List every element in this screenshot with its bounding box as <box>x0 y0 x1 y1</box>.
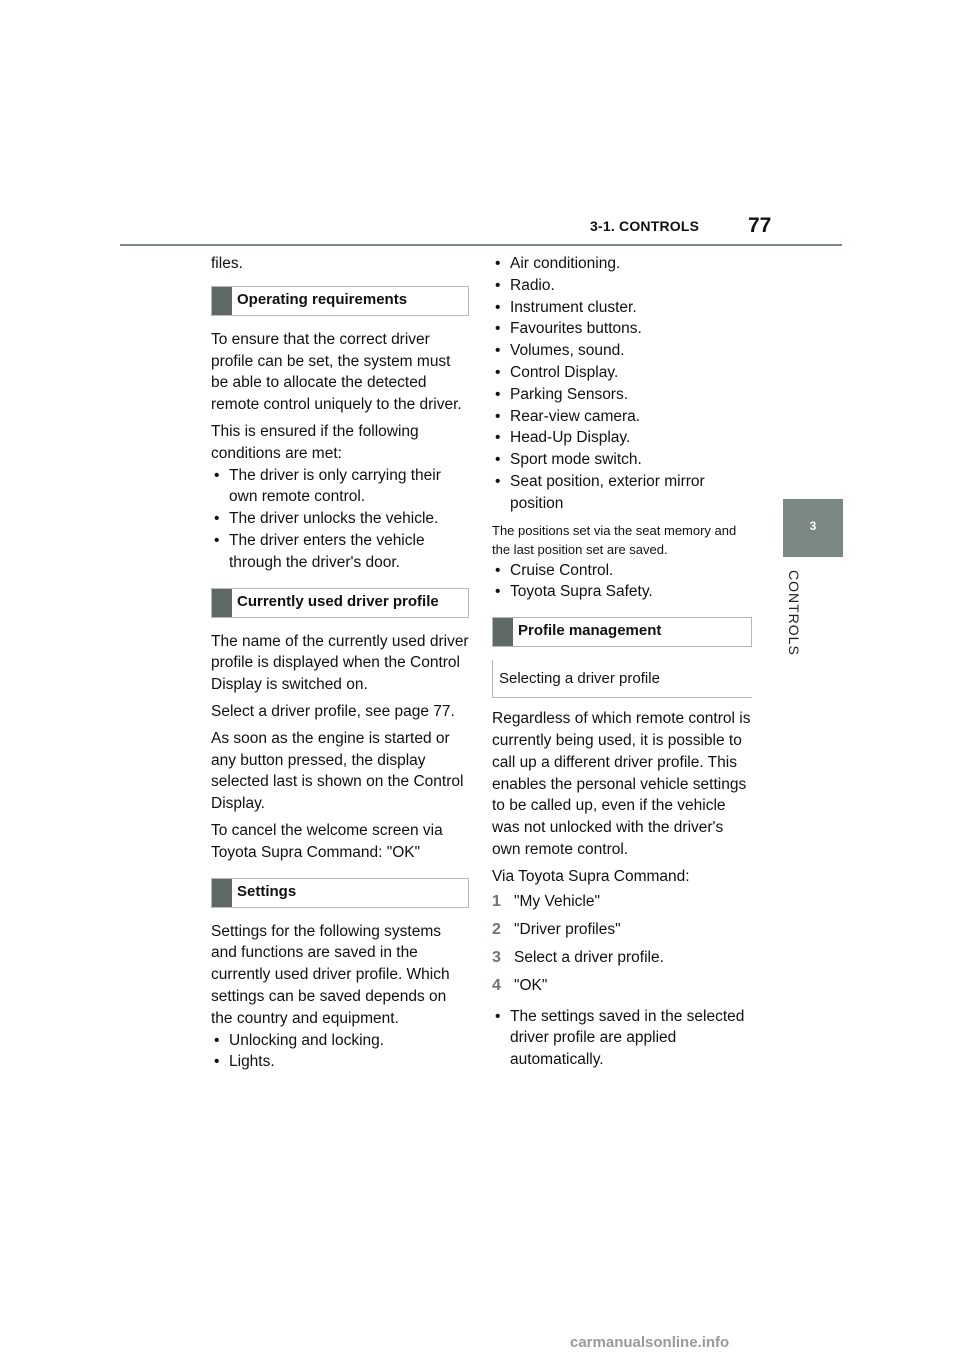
list-item: • Parking Sensors. <box>492 384 752 406</box>
heading-text: Profile management <box>518 622 662 640</box>
paragraph-name: The name of the currently used driver profile is displayed when the Control Display is switched on. <box>211 632 469 694</box>
heading-marker <box>212 589 232 617</box>
step-number: 2 <box>492 920 501 938</box>
list-item: • Air conditioning. <box>492 253 752 275</box>
heading-text: Operating requirements <box>237 290 408 308</box>
step-item <box>492 944 752 972</box>
paragraph-cancel: To cancel the welcome screen via Toyota Supra Command: "OK" <box>211 821 443 861</box>
step-text: "Driver profiles" <box>514 920 621 938</box>
note-seat-memory: The positions set via the seat memory and the last position set are saved. <box>492 522 737 557</box>
paragraph-select: Select a driver profile, see page 77. <box>211 702 455 720</box>
list-item: • Volumes, sound. <box>492 340 752 362</box>
list-item: • Toyota Supra Safety. <box>492 581 752 603</box>
chapter-number: 3 <box>809 519 817 533</box>
list-item: • The settings saved in the selected driver profile are applied automatically. <box>492 1006 752 1071</box>
list-item: • Instrument cluster. <box>492 297 752 319</box>
heading-marker <box>212 287 232 315</box>
settings-list <box>211 1030 469 1074</box>
step-text: "OK" <box>514 976 548 994</box>
paragraph-engine: As soon as the engine is started or any button pressed, the display selected last is shown on the Control Display. <box>211 729 464 813</box>
list-item: • Lights. <box>211 1051 469 1073</box>
chapter-label: CONTROLS <box>786 570 802 656</box>
list-item: • Cruise Control. <box>492 560 752 582</box>
section-title: 3-1. CONTROLS <box>590 218 700 234</box>
heading-profile-management <box>492 617 752 647</box>
heading-current-driver-profile <box>211 588 469 618</box>
paragraph-files: files. <box>211 255 243 272</box>
list-item: • The driver unlocks the vehicle. <box>211 508 469 530</box>
heading-operating-requirements <box>211 286 469 316</box>
paragraph-regardless: Regardless of which remote control is currently being used, it is possible to call up a different driver profile. This enables the personal vehicle settings to be called up, even if the vehicle was not unlocked with the driver's own remote control. <box>492 710 751 858</box>
list-item: • Seat position, exterior mirror position <box>492 471 752 515</box>
settings-list-extra <box>492 560 752 604</box>
settings-list-continued <box>492 253 752 515</box>
subheading-selecting-profile: Selecting a driver profile <box>492 660 752 698</box>
step-item <box>492 888 752 916</box>
heading-text: Currently used driver profile <box>237 592 439 610</box>
chapter-tab <box>783 499 843 557</box>
list-item: • Head-Up Display. <box>492 427 752 449</box>
list-item: • Unlocking and locking. <box>211 1030 469 1052</box>
header-divider <box>120 244 842 246</box>
step-number: 3 <box>492 948 501 966</box>
list-item: • Sport mode switch. <box>492 449 752 471</box>
step-number: 4 <box>492 976 501 994</box>
list-item: • The driver enters the vehicle through the driver's door. <box>211 530 469 574</box>
paragraph-via: Via Toyota Supra Command: <box>492 867 690 885</box>
result-list <box>492 1006 752 1071</box>
step-text: "My Vehicle" <box>514 892 600 910</box>
list-item: • Radio. <box>492 275 752 297</box>
heading-marker <box>212 879 232 907</box>
heading-text: Settings <box>237 882 297 900</box>
list-item: • Rear-view camera. <box>492 406 752 428</box>
step-number: 1 <box>492 892 501 910</box>
right-column <box>492 253 752 1076</box>
step-text: Select a driver profile. <box>514 948 664 966</box>
steps-list <box>492 888 752 1000</box>
heading-settings <box>211 878 469 908</box>
page-number: 77 <box>748 214 772 237</box>
paragraph-settings: Settings for the following systems and functions are saved in the currently used driver profile. Which settings can be saved depends on the country and equipment. <box>211 922 450 1027</box>
paragraph-ensure: To ensure that the correct driver profile can be set, the system must be able to allocate the detected remote control uniquely to the driver. <box>211 330 462 414</box>
step-item <box>492 916 752 944</box>
list-item: • The driver is only carrying their own remote control. <box>211 465 469 509</box>
paragraph-ensured: This is ensured if the following conditions are met: <box>211 422 419 462</box>
list-item: • Control Display. <box>492 362 752 384</box>
left-column <box>211 253 469 1078</box>
list-item: • Favourites buttons. <box>492 318 752 340</box>
step-item <box>492 972 752 1000</box>
watermark-link[interactable]: carmanualsonline.info <box>570 1334 730 1351</box>
heading-marker <box>493 618 513 646</box>
conditions-list <box>211 465 469 574</box>
